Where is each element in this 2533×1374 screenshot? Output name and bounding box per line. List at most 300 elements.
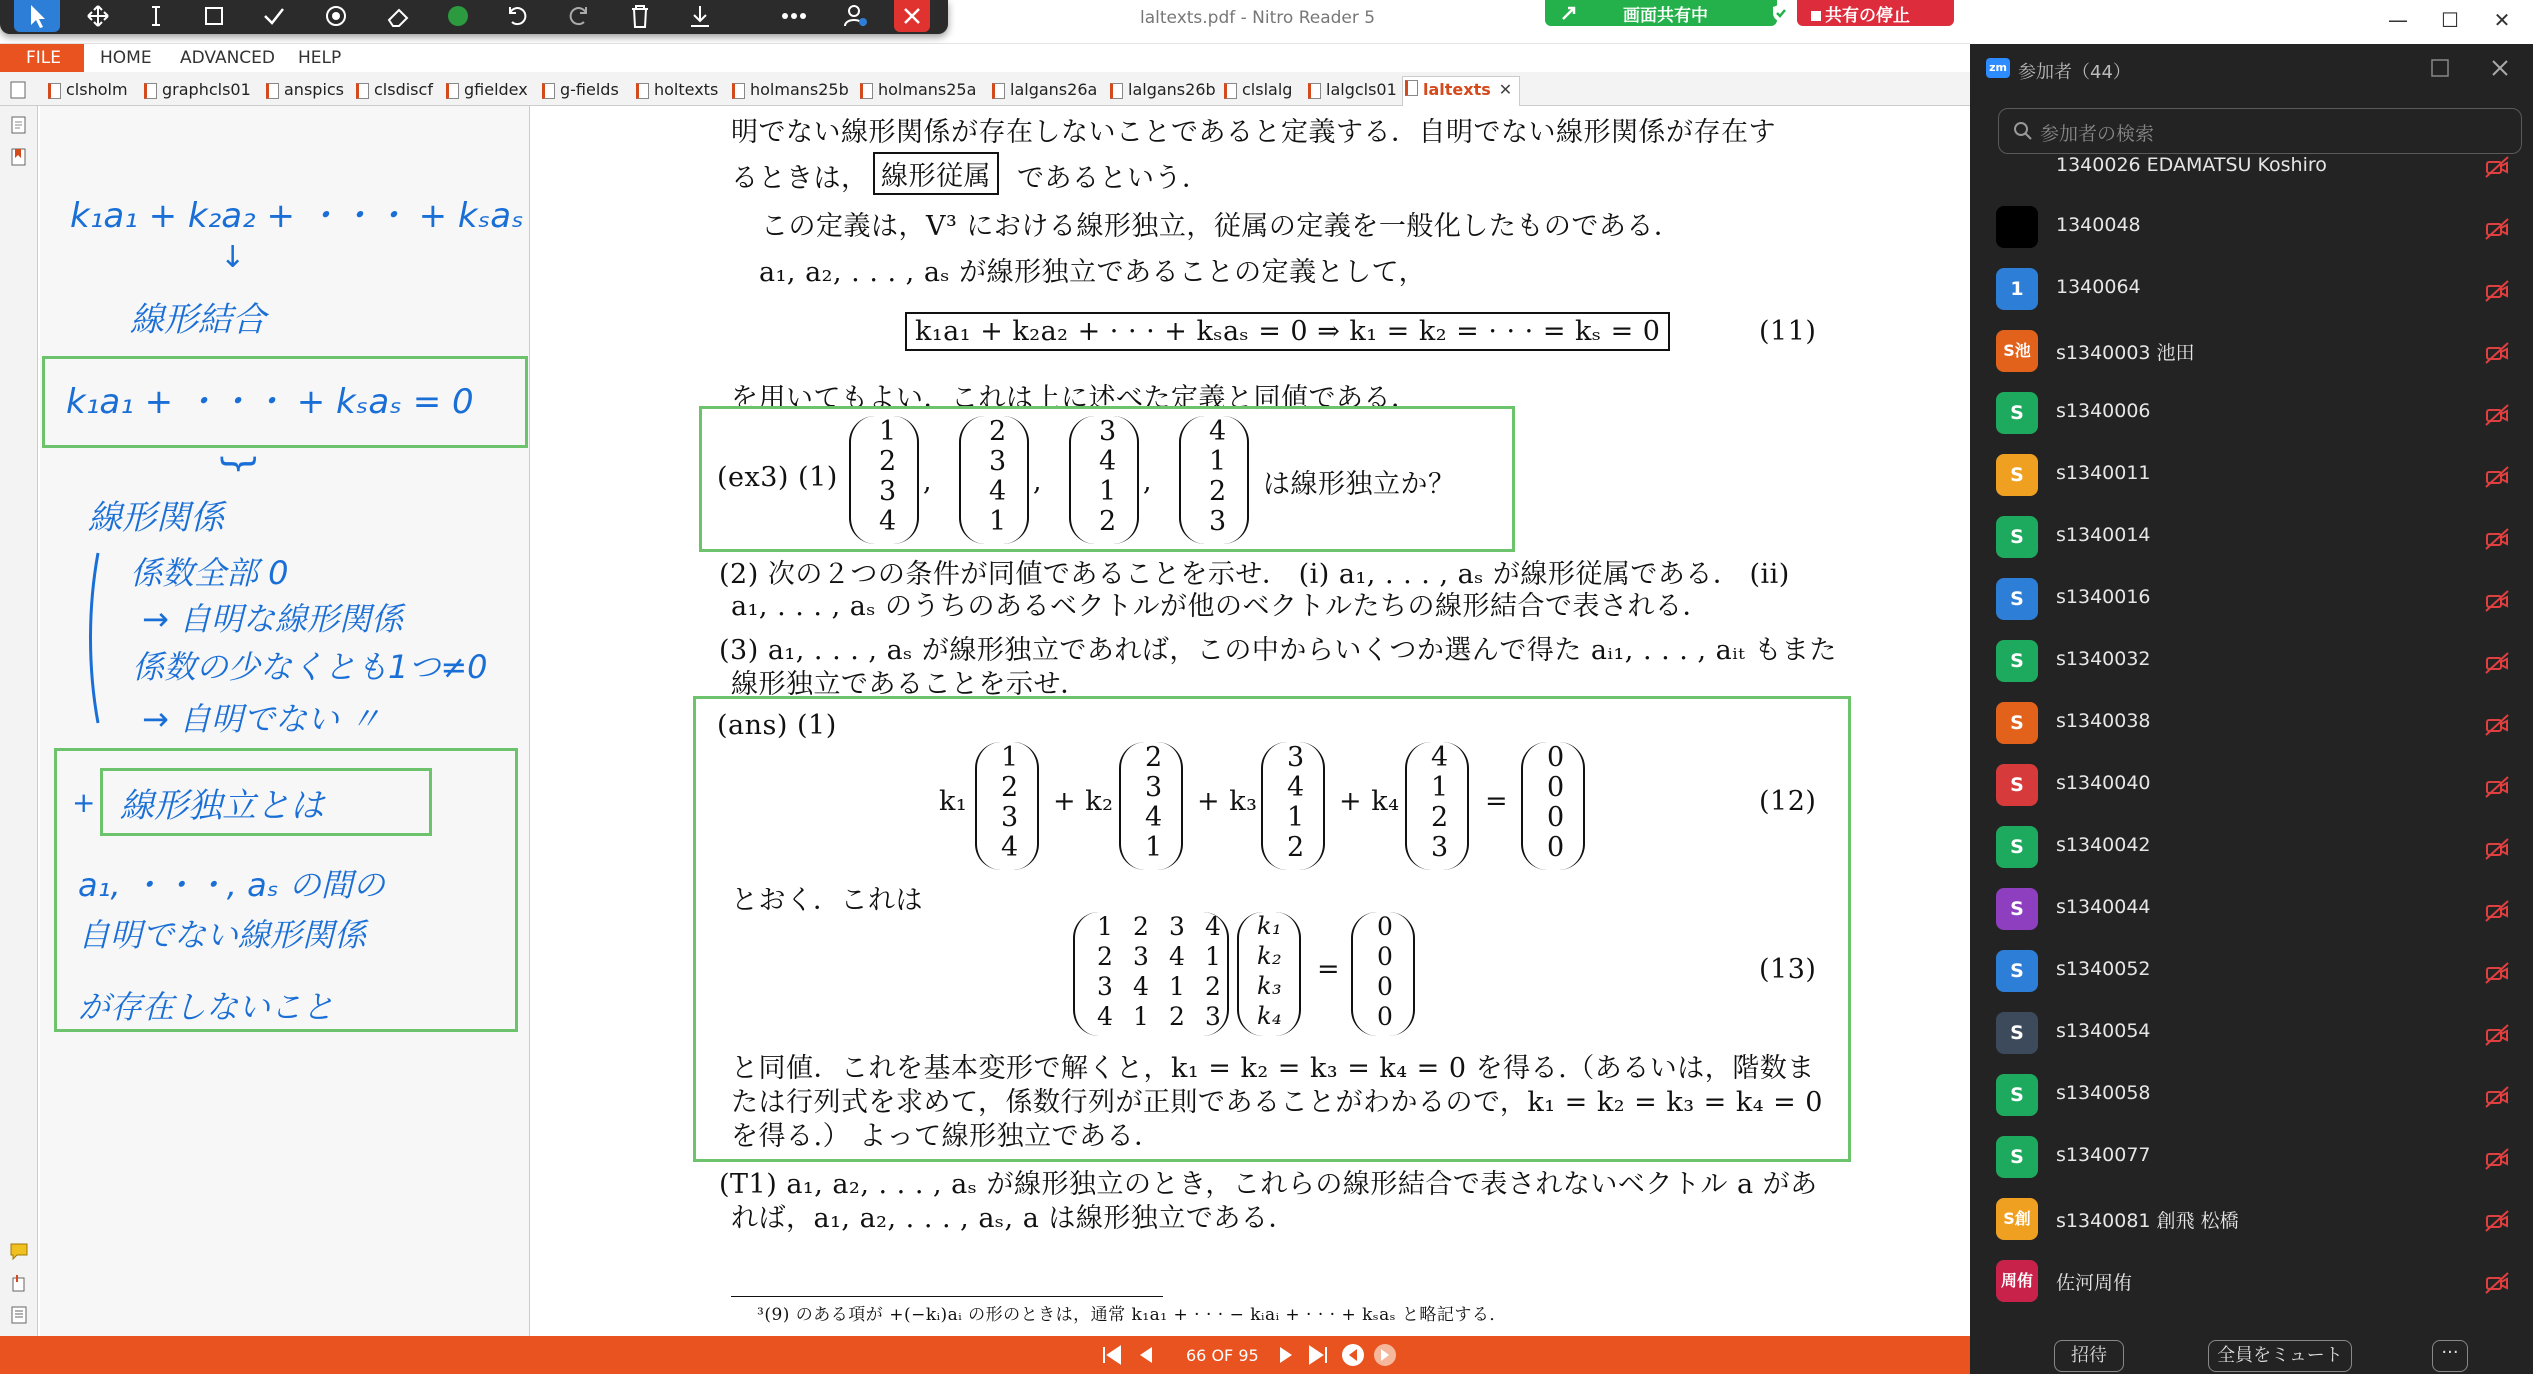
doc-tab[interactable] — [540, 80, 619, 104]
save-button[interactable] — [678, 0, 722, 32]
vector-entry: 0 — [1547, 832, 1565, 863]
muted-video-icon — [2484, 340, 2510, 366]
participant-row[interactable] — [1970, 630, 2533, 692]
vector-a2 — [1119, 742, 1183, 870]
vector-a4 — [1405, 742, 1469, 870]
check-icon — [252, 0, 296, 32]
close-window-button[interactable]: ✕ — [2493, 8, 2511, 32]
avatar: 周侑 — [1996, 1260, 2038, 1302]
vector-entry: 1 — [989, 506, 1007, 537]
muted-video-icon — [2484, 898, 2510, 924]
pdf-file-icon — [1405, 80, 1418, 96]
stop-sharing-button[interactable] — [1797, 0, 1954, 26]
doc-tab-label: clslalg — [1242, 80, 1293, 99]
doc-tab[interactable] — [1108, 80, 1216, 104]
unknown-vector — [1237, 912, 1301, 1036]
mute-all-button[interactable]: 全員をミュート — [2208, 1340, 2352, 1372]
note-line: 線形結合 — [130, 300, 266, 340]
last-page-icon[interactable] — [1306, 1344, 1330, 1366]
square-icon — [192, 0, 236, 32]
page-text: るときは， — [731, 163, 869, 194]
page-text: たは行列式を求めて，係数行列が正則であることがわかるので，k₁ = k₂ = k₃ = k₄ = 0 — [731, 1087, 1823, 1118]
cursor-icon — [14, 0, 60, 32]
vector-entry: 3 — [1431, 832, 1449, 863]
muted-video-icon — [2484, 588, 2510, 614]
avatar: S創 — [1996, 1198, 2038, 1240]
doc-tab[interactable] — [990, 80, 1097, 104]
note-line: 線形独立とは — [120, 786, 324, 826]
participant-name: s1340058 — [2056, 1082, 2151, 1104]
note-line: k₁a₁ + k₂a₂ + ・・・ + kₛaₛ — [70, 196, 524, 236]
pdf-file-icon — [732, 83, 745, 99]
comma: , — [923, 466, 933, 497]
vector-1 — [849, 416, 919, 544]
note-line: 自明でない線形関係 — [78, 916, 367, 954]
doc-tab[interactable] — [264, 80, 344, 104]
matrix-entry: 3 — [1133, 942, 1150, 971]
muted-video-icon — [2484, 650, 2510, 676]
page-navigation-bar — [0, 1336, 1970, 1374]
vector-entry: 4 — [1287, 772, 1305, 803]
ribbon — [0, 44, 1970, 72]
note-line: 線形関係 — [88, 498, 224, 538]
page-text: 明でない線形関係が存在しないことであると定義する．自明でない線形関係が存在す — [731, 117, 1776, 148]
annotation-toolbar — [0, 0, 948, 34]
doc-tab[interactable] — [858, 80, 976, 104]
note-line: 係数の少なくとも1つ≠0 — [132, 648, 488, 686]
math-term: + k₂ — [1053, 786, 1114, 817]
doc-tab[interactable] — [142, 80, 251, 104]
participant-name: s1340006 — [2056, 400, 2151, 422]
minimize-button[interactable]: — — [2388, 8, 2408, 32]
pdf-file-icon — [144, 83, 157, 99]
undo-button[interactable] — [496, 0, 540, 32]
equation-11: k₁a₁ + k₂a₂ + · · · + kₛaₛ = 0 ⇒ k₁ = k₂ = · · · = kₛ = 0 — [905, 312, 1670, 351]
muted-video-icon — [2484, 216, 2510, 242]
page-icon — [8, 80, 28, 100]
left-sidebar — [0, 106, 38, 1336]
stop-square-icon — [1811, 11, 1821, 21]
doc-tab[interactable] — [730, 80, 849, 104]
screen-sharing-indicator: 画面共有中 — [1545, 0, 1777, 26]
participant-row[interactable] — [1970, 258, 2533, 320]
page-text: は線形独立か？ — [1263, 469, 1456, 500]
vector-entry: 1 — [1431, 772, 1449, 803]
doc-tab-label: lalgans26a — [1010, 80, 1098, 99]
move-icon — [76, 0, 120, 32]
page-text: 線形独立であることを示せ． — [731, 669, 1088, 700]
comma: , — [1033, 466, 1043, 497]
vector-entry: 1 — [879, 416, 897, 447]
note-brace: } — [218, 451, 263, 477]
back-view-icon[interactable] — [1340, 1342, 1366, 1368]
participant-name: s1340014 — [2056, 524, 2151, 546]
vector-a3 — [1261, 742, 1325, 870]
footnote-rule — [731, 1296, 1163, 1297]
pdf-file-icon — [356, 83, 369, 99]
participant-row[interactable] — [1970, 196, 2533, 258]
zero-vector — [1521, 742, 1585, 870]
rectangle-tool[interactable] — [192, 0, 236, 32]
avatar: S — [1996, 454, 2038, 496]
participant-row[interactable] — [1970, 1250, 2533, 1312]
participant-name: 1340048 — [2056, 214, 2141, 236]
vector-4 — [1179, 416, 1249, 544]
participant-row[interactable] — [1970, 506, 2533, 568]
note-line: 係数全部 0 — [130, 554, 289, 592]
stop-sharing-label: 共有の停止 — [1825, 6, 1910, 26]
layers-icon[interactable] — [8, 1304, 30, 1326]
equation-number: (12) — [1759, 786, 1817, 817]
vector-entry: 0 — [1377, 912, 1394, 941]
math-equals: = — [1317, 954, 1341, 985]
doc-tab-label: holtexts — [654, 80, 719, 99]
pdf-file-icon — [1110, 83, 1123, 99]
muted-video-icon — [2484, 278, 2510, 304]
avatar — [1996, 206, 2038, 248]
matrix-entry: 4 — [1133, 972, 1150, 1001]
matrix-entry: 3 — [1097, 972, 1114, 1001]
muted-video-icon — [2484, 526, 2510, 552]
doc-tab[interactable] — [46, 80, 128, 104]
forward-view-icon[interactable] — [1372, 1342, 1398, 1368]
vector-entry: 4 — [989, 476, 1007, 507]
vector-entry: 2 — [1099, 506, 1117, 537]
comma: , — [1143, 466, 1153, 497]
matrix-entry: 2 — [1097, 942, 1114, 971]
comments-icon[interactable] — [8, 1240, 30, 1262]
matrix-entry: 1 — [1133, 1002, 1150, 1031]
participant-name: s1340077 — [2056, 1144, 2151, 1166]
note-line: a₁, ・・・, aₛ の間の — [78, 866, 385, 904]
vector-2 — [959, 416, 1029, 544]
stamp-icon — [314, 0, 358, 32]
page-text: れば，a₁, a₂, . . . , aₛ, a は線形独立である． — [731, 1203, 1296, 1234]
vector-entry: 1 — [1287, 802, 1305, 833]
vector-entry: k₁ — [1257, 912, 1283, 940]
boxed-term: 線形従属 — [873, 152, 999, 195]
participant-row[interactable] — [1970, 940, 2533, 1002]
zoom-logo-icon: zm — [1986, 58, 2010, 78]
matrix-entry: 4 — [1205, 912, 1222, 941]
popout-icon[interactable] — [2430, 58, 2450, 78]
pdf-file-icon — [48, 83, 61, 99]
ans-label: (ans) (1) — [717, 710, 837, 741]
doc-tab-label: gfieldex — [464, 80, 528, 99]
participant-name: s1340044 — [2056, 896, 2151, 918]
vector-a1 — [975, 742, 1039, 870]
note-arrow: ↓ — [220, 240, 246, 275]
avatar: S — [1996, 1012, 2038, 1054]
participant-row-partial[interactable] — [1970, 154, 2533, 180]
trash-icon — [618, 0, 662, 32]
vector-entry: 1 — [1145, 832, 1163, 863]
tab-advanced[interactable]: ADVANCED — [180, 48, 276, 68]
more-options-button[interactable]: ··· — [2432, 1340, 2468, 1372]
eraser-tool[interactable] — [376, 0, 420, 32]
close-annotation-button[interactable] — [894, 0, 930, 32]
zero-vector — [1351, 912, 1415, 1036]
vector-entry: 4 — [1431, 742, 1449, 773]
participant-row[interactable] — [1970, 816, 2533, 878]
vector-entry: 4 — [1209, 416, 1227, 447]
participant-name: s1340038 — [2056, 710, 2151, 732]
search-icon — [2012, 120, 2034, 142]
text-tool[interactable] — [134, 0, 178, 32]
matrix-entry: 3 — [1169, 912, 1186, 941]
download-icon — [678, 0, 722, 32]
vector-entry: 3 — [879, 476, 897, 507]
vector-entry: 3 — [1145, 772, 1163, 803]
pdf-page-view[interactable] — [531, 106, 1970, 1336]
vector-entry: 3 — [1287, 742, 1305, 773]
participant-name: s1340032 — [2056, 648, 2151, 670]
vector-entry: 3 — [1001, 802, 1019, 833]
participant-name: s1340052 — [2056, 958, 2151, 980]
muted-video-icon — [2484, 836, 2510, 862]
doc-tab-label: lalgcls01 — [1326, 80, 1397, 99]
stamp-tool[interactable] — [314, 0, 358, 32]
vector-entry: 2 — [1209, 476, 1227, 507]
avatar: S — [1996, 640, 2038, 682]
note-line: k₁a₁ + ・・・ + kₛaₛ = 0 — [66, 382, 474, 422]
participant-row[interactable] — [1970, 1188, 2533, 1250]
request-control-button[interactable] — [834, 0, 878, 32]
person-icon — [834, 0, 878, 32]
vector-entry: 3 — [1099, 416, 1117, 447]
matrix-entry: 1 — [1097, 912, 1114, 941]
page-text: と同値．これを基本変形で解くと，k₁ = k₂ = k₃ = k₄ = 0 を得る.（あるいは，階数ま — [731, 1053, 1815, 1084]
participant-name: s1340011 — [2056, 462, 2151, 484]
close-tab-icon[interactable]: ✕ — [1498, 80, 1513, 99]
matrix-entry: 2 — [1133, 912, 1150, 941]
equation-number: (11) — [1759, 316, 1817, 347]
vector-entry: 3 — [1209, 506, 1227, 537]
matrix-entry: 1 — [1169, 972, 1186, 1001]
participant-row[interactable] — [1970, 320, 2533, 382]
vector-entry: k₂ — [1257, 942, 1283, 970]
close-icon — [894, 0, 930, 32]
participant-row[interactable] — [1970, 382, 2533, 444]
participant-name: s1340054 — [2056, 1020, 2151, 1042]
page-text: を得る.） よって線形独立である． — [731, 1121, 1162, 1152]
vector-entry: 0 — [1547, 772, 1565, 803]
doc-tab-label: graphcls01 — [162, 80, 251, 99]
text-cursor-icon — [134, 0, 178, 32]
select-tool[interactable] — [14, 0, 60, 32]
doc-tab[interactable] — [354, 80, 433, 104]
matrix-entry: 2 — [1169, 1002, 1186, 1031]
muted-video-icon — [2484, 774, 2510, 800]
vector-entry: 1 — [1001, 742, 1019, 773]
doc-tab-label: holmans25a — [878, 80, 977, 99]
avatar: S — [1996, 392, 2038, 434]
previous-page-icon[interactable] — [1134, 1344, 1156, 1366]
doc-tab[interactable] — [1222, 80, 1292, 104]
bookmark-icon[interactable] — [8, 146, 30, 168]
page-text: (2) 次の２つの条件が同値であることを示せ． (i) a₁, . . . , aₛ が線形従属である． (ii) — [719, 559, 1790, 590]
doc-tab-label: lalgans26b — [1128, 80, 1216, 99]
muted-video-icon — [2484, 1146, 2510, 1172]
coefficient-matrix — [1073, 912, 1229, 1036]
doc-tab-label: clsholm — [66, 80, 128, 99]
muted-video-icon — [2484, 1084, 2510, 1110]
avatar: S — [1996, 578, 2038, 620]
redo-icon — [556, 0, 600, 32]
note-line: → 自明でない 〃 — [142, 700, 382, 738]
avatar: S — [1996, 764, 2038, 806]
vector-entry: 2 — [1001, 772, 1019, 803]
doc-tab-label: holmans25b — [750, 80, 849, 99]
delete-button[interactable] — [618, 0, 662, 32]
avatar: S池 — [1996, 330, 2038, 372]
share-arrow-icon — [1560, 4, 1578, 22]
participant-row[interactable] — [1970, 1126, 2533, 1188]
green-color-dot-icon — [436, 0, 480, 32]
color-picker[interactable] — [436, 0, 480, 32]
pdf-file-icon — [1224, 83, 1237, 99]
participant-name: 1340026 EDAMATSU Koshiro — [2056, 154, 2327, 176]
doc-tab[interactable] — [634, 80, 718, 104]
footnote: ³(9) のある項が +(−kᵢ)aᵢ の形のときは，通常 k₁a₁ + · · · − kᵢaᵢ + · · · + kₛaₛ と略記する． — [757, 1305, 1507, 1325]
next-page-icon[interactable] — [1276, 1344, 1298, 1366]
page-text: (T1) a₁, a₂, . . . , aₛ が線形独立のとき，これらの線形結合で表されないベクトル a があ — [719, 1169, 1818, 1200]
vector-entry: 0 — [1377, 972, 1394, 1001]
matrix-entry: 2 — [1205, 972, 1222, 1001]
vector-3 — [1069, 416, 1139, 544]
note-plus-mark: + — [72, 786, 96, 819]
participants-title: 参加者（44） — [2018, 62, 2131, 83]
participant-row[interactable] — [1970, 568, 2533, 630]
vector-entry: 4 — [1145, 802, 1163, 833]
note-line: → 自明な線形関係 — [142, 600, 403, 638]
muted-video-icon — [2484, 402, 2510, 428]
vector-entry: 0 — [1377, 942, 1394, 971]
matrix-entry: 3 — [1205, 1002, 1222, 1031]
vector-entry: k₃ — [1257, 972, 1283, 1000]
participant-name: s1340081 創飛 松橋 — [2056, 1210, 2239, 1232]
pages-icon[interactable] — [8, 114, 30, 136]
tab-help[interactable]: HELP — [298, 48, 342, 68]
maximize-button[interactable]: ☐ — [2441, 8, 2459, 32]
participant-row[interactable] — [1970, 1064, 2533, 1126]
muted-video-icon — [2484, 154, 2510, 180]
attachments-icon[interactable] — [8, 1272, 30, 1294]
vector-entry: 2 — [1145, 742, 1163, 773]
matrix-entry: 4 — [1169, 942, 1186, 971]
page-text: であるという． — [1017, 163, 1210, 194]
eraser-icon — [376, 0, 420, 32]
muted-video-icon — [2484, 960, 2510, 986]
shield-icon — [1770, 2, 1792, 24]
search-placeholder: 参加者の検索 — [2040, 123, 2155, 145]
redo-button[interactable] — [556, 0, 600, 32]
vector-entry: 2 — [989, 416, 1007, 447]
note-bracket-stroke — [78, 548, 118, 728]
check-tool[interactable] — [252, 0, 296, 32]
vector-entry: 2 — [1431, 802, 1449, 833]
undo-icon — [496, 0, 540, 32]
note-line: が存在しないこと — [78, 988, 335, 1026]
doc-tab-label: anspics — [284, 80, 345, 99]
pdf-file-icon — [542, 83, 555, 99]
muted-video-icon — [2484, 1022, 2510, 1048]
participant-row[interactable] — [1970, 444, 2533, 506]
avatar: S — [1996, 888, 2038, 930]
vector-entry: 1 — [1209, 446, 1227, 477]
vector-entry: 0 — [1547, 802, 1565, 833]
muted-video-icon — [2484, 1270, 2510, 1296]
avatar: S — [1996, 826, 2038, 868]
pdf-file-icon — [860, 83, 873, 99]
pdf-file-icon — [636, 83, 649, 99]
doc-tab[interactable] — [444, 80, 528, 104]
participant-name: 1340064 — [2056, 276, 2141, 298]
matrix-entry: 4 — [1097, 1002, 1114, 1031]
participant-row[interactable] — [1970, 692, 2533, 754]
tab-home[interactable]: HOME — [100, 48, 152, 68]
avatar: S — [1996, 702, 2038, 744]
vector-entry: 3 — [989, 446, 1007, 477]
more-icon — [772, 0, 816, 32]
participant-name: s1340016 — [2056, 586, 2151, 608]
tab-file[interactable]: FILE — [0, 44, 84, 72]
participant-row[interactable] — [1970, 754, 2533, 816]
participant-row[interactable] — [1970, 1002, 2533, 1064]
vector-entry: 0 — [1377, 1002, 1394, 1031]
move-tool[interactable] — [76, 0, 120, 32]
math-term: + k₄ — [1339, 786, 1400, 817]
pdf-file-icon — [1308, 83, 1321, 99]
muted-video-icon — [2484, 464, 2510, 490]
matrix-entry: 1 — [1205, 942, 1222, 971]
participant-row[interactable] — [1970, 878, 2533, 940]
avatar: 1 — [1996, 268, 2038, 310]
vector-entry: 1 — [1099, 476, 1117, 507]
doc-tab-active[interactable] — [1402, 76, 1520, 107]
participant-name: s1340003 池田 — [2056, 342, 2195, 364]
window-title: laltexts.pdf - Nitro Reader 5 — [1140, 8, 1376, 28]
page-text: a₁, a₂, . . . , aₛ が線形独立であることの定義として， — [759, 257, 1427, 288]
doc-tab-label: clsdiscf — [374, 80, 433, 99]
vector-entry: 4 — [1099, 446, 1117, 477]
avatar: S — [1996, 1136, 2038, 1178]
invite-button[interactable]: 招待 — [2054, 1340, 2124, 1372]
participant-name: s1340042 — [2056, 834, 2151, 856]
avatar: S — [1996, 950, 2038, 992]
math-term: k₁ — [939, 786, 968, 817]
vector-entry: k₄ — [1257, 1002, 1283, 1030]
math-equals: = — [1485, 786, 1509, 817]
first-page-icon[interactable] — [1100, 1344, 1124, 1366]
muted-video-icon — [2484, 712, 2510, 738]
avatar: S — [1996, 516, 2038, 558]
doc-tab[interactable] — [1306, 80, 1397, 104]
ex3-label: (ex3) (1) — [717, 462, 838, 493]
page-text: を用いてもよい．これは上に述べた定義と同値である． — [731, 383, 1419, 414]
more-tools-button[interactable] — [772, 0, 816, 32]
page-text: この定義は，V³ における線形独立，従属の定義を一般化したものである． — [761, 211, 1682, 242]
page-count[interactable]: 66 OF 95 — [1186, 1346, 1259, 1365]
vector-entry: 4 — [1001, 832, 1019, 863]
document-tabs — [0, 72, 1970, 106]
page-text: とおく．これは — [731, 885, 923, 916]
vector-entry: 4 — [879, 506, 897, 537]
close-panel-icon[interactable] — [2490, 58, 2510, 78]
vector-entry: 2 — [879, 446, 897, 477]
muted-video-icon — [2484, 1208, 2510, 1234]
pdf-file-icon — [446, 83, 459, 99]
